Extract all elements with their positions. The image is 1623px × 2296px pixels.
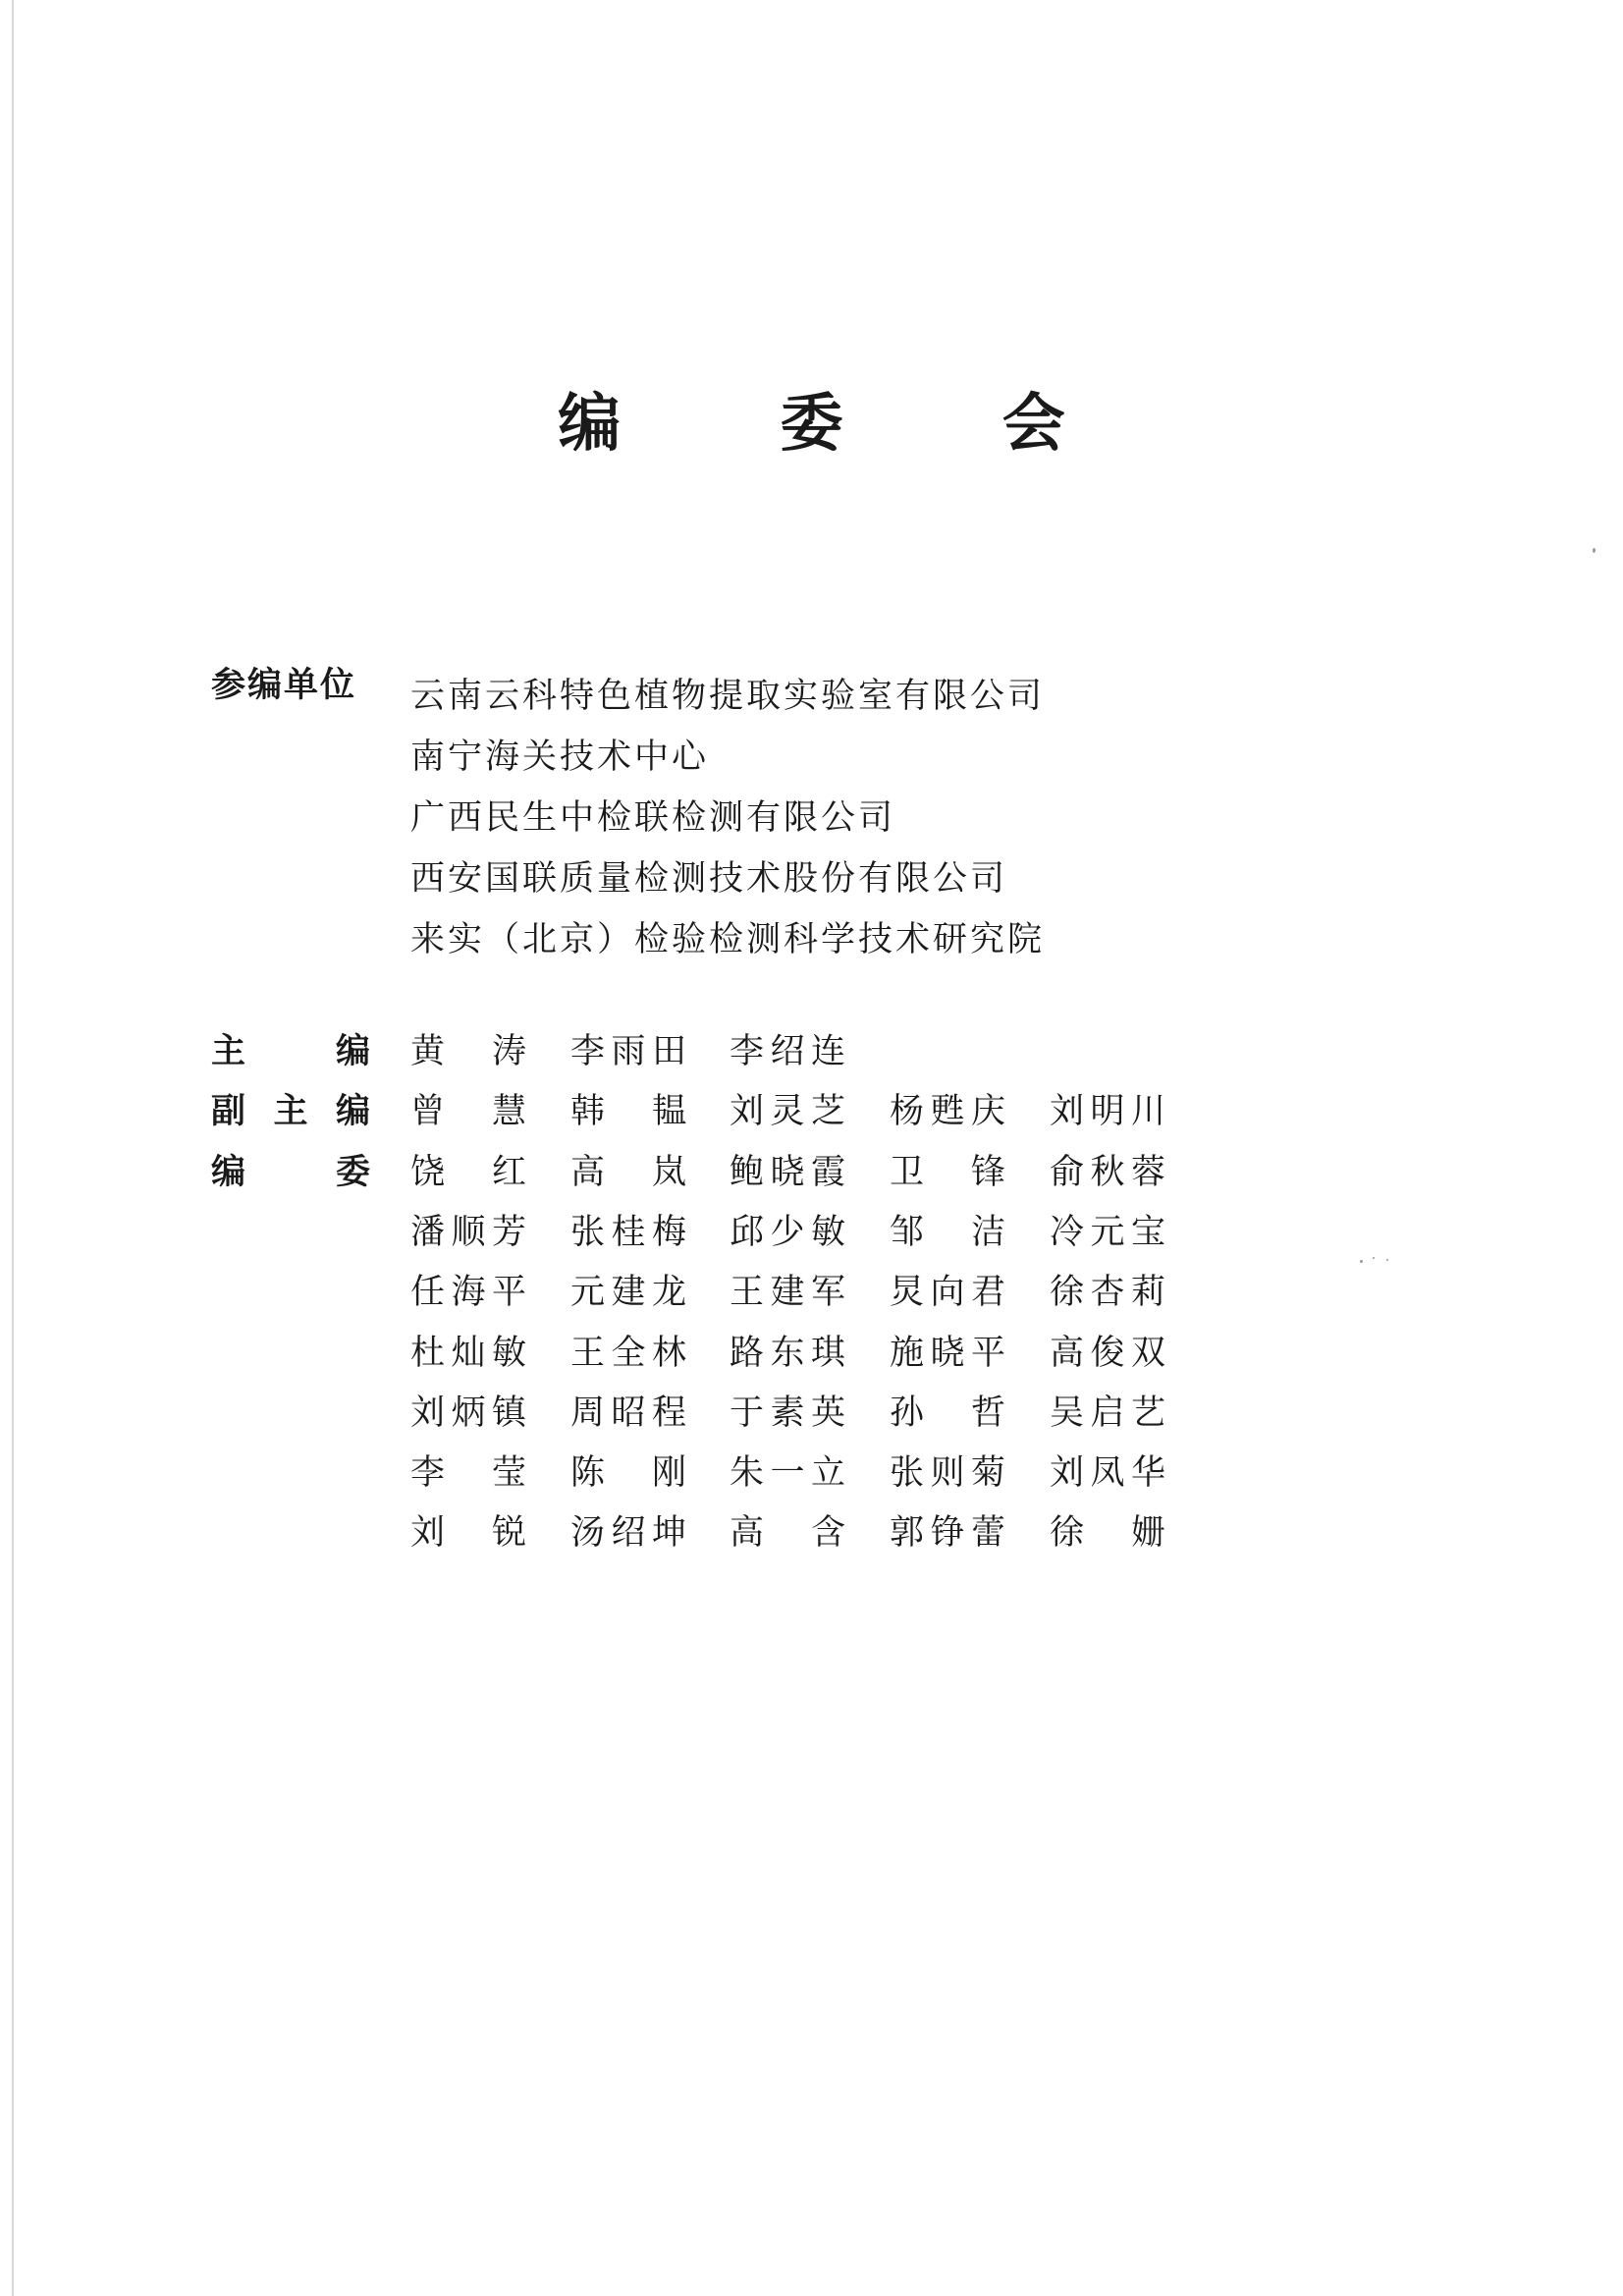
participating-units-list [410,666,1045,970]
member-name: 刘 灵 芝 [730,1092,845,1132]
member-name: 郭 铮 蕾 [890,1513,1005,1554]
member-name: 元 建 龙 [570,1273,686,1313]
member-name: 朱 一 立 [730,1453,845,1494]
participating-units-label: 参编单位 [211,666,357,705]
member-name: 施 晓 平 [890,1333,1005,1373]
unit-item: 广西民生中检联检测有限公司 [410,798,896,838]
member-name: 张 则 菊 [890,1453,1005,1494]
unit-item: 西安国联质量检测技术股份有限公司 [410,859,1008,899]
role-label: 编 委 [211,1152,370,1192]
member-name: 高 岚 [570,1152,686,1192]
member-name: 饶 红 [410,1152,526,1192]
scan-speck [1373,1257,1375,1259]
member-name: 李 莹 [410,1453,526,1494]
member-name: 刘 炳 镇 [410,1393,526,1433]
member-name: 李 雨 田 [570,1032,686,1071]
member-name: 韩 韫 [570,1092,686,1132]
member-name: 任 海 平 [410,1273,526,1313]
member-name: 鲍 晓 霞 [730,1152,845,1192]
unit-item: 南宁海关技术中心 [410,738,710,777]
member-name: 杨 甦 庆 [890,1092,1005,1132]
scan-speck [1593,548,1596,553]
role-label: 副 主 编 [211,1092,370,1132]
member-name: 徐 姗 [1050,1513,1165,1554]
member-name: 刘 明 川 [1050,1092,1165,1132]
member-name: 王 建 军 [730,1273,845,1313]
member-name: 俞 秋 蓉 [1050,1152,1165,1192]
member-name: 汤 绍 坤 [570,1513,686,1554]
member-name: 张 桂 梅 [570,1212,686,1252]
member-name: 徐 杏 莉 [1050,1273,1165,1313]
member-name: 刘 凤 华 [1050,1453,1165,1494]
member-name: 邹 洁 [890,1212,1005,1252]
member-name: 孙 哲 [890,1393,1005,1433]
scan-speck [1386,1259,1388,1261]
member-name: 卫 锋 [890,1152,1005,1192]
member-name: 曾 慧 [410,1092,526,1132]
member-name: 于 素 英 [730,1393,845,1433]
member-name: 潘 顺 芳 [410,1212,526,1252]
role-label: 主 编 [211,1032,370,1071]
member-name: 路 东 琪 [730,1333,845,1373]
binding-edge [12,0,14,2296]
member-name: 高 俊 双 [1050,1333,1165,1373]
member-name: 周 昭 程 [570,1393,686,1433]
scan-speck [1360,1260,1363,1263]
member-name: 王 全 林 [570,1333,686,1373]
member-name: 高 含 [730,1513,845,1554]
member-name: 李 绍 连 [730,1032,845,1071]
member-name: 黄 涛 [410,1032,526,1071]
member-name: 邱 少 敏 [730,1212,845,1252]
page-title: 编 委 会 [558,388,1134,461]
member-name: 冷 元 宝 [1050,1212,1165,1252]
member-name: 炅 向 君 [890,1273,1005,1313]
member-name: 刘 锐 [410,1513,526,1554]
member-name: 杜 灿 敏 [410,1333,526,1373]
unit-item: 云南云科特色植物提取实验室有限公司 [410,677,1046,716]
unit-item: 来实（北京）检验检测科学技术研究院 [410,920,1046,959]
member-name: 吴 启 艺 [1050,1393,1165,1433]
member-name: 陈 刚 [570,1453,686,1494]
